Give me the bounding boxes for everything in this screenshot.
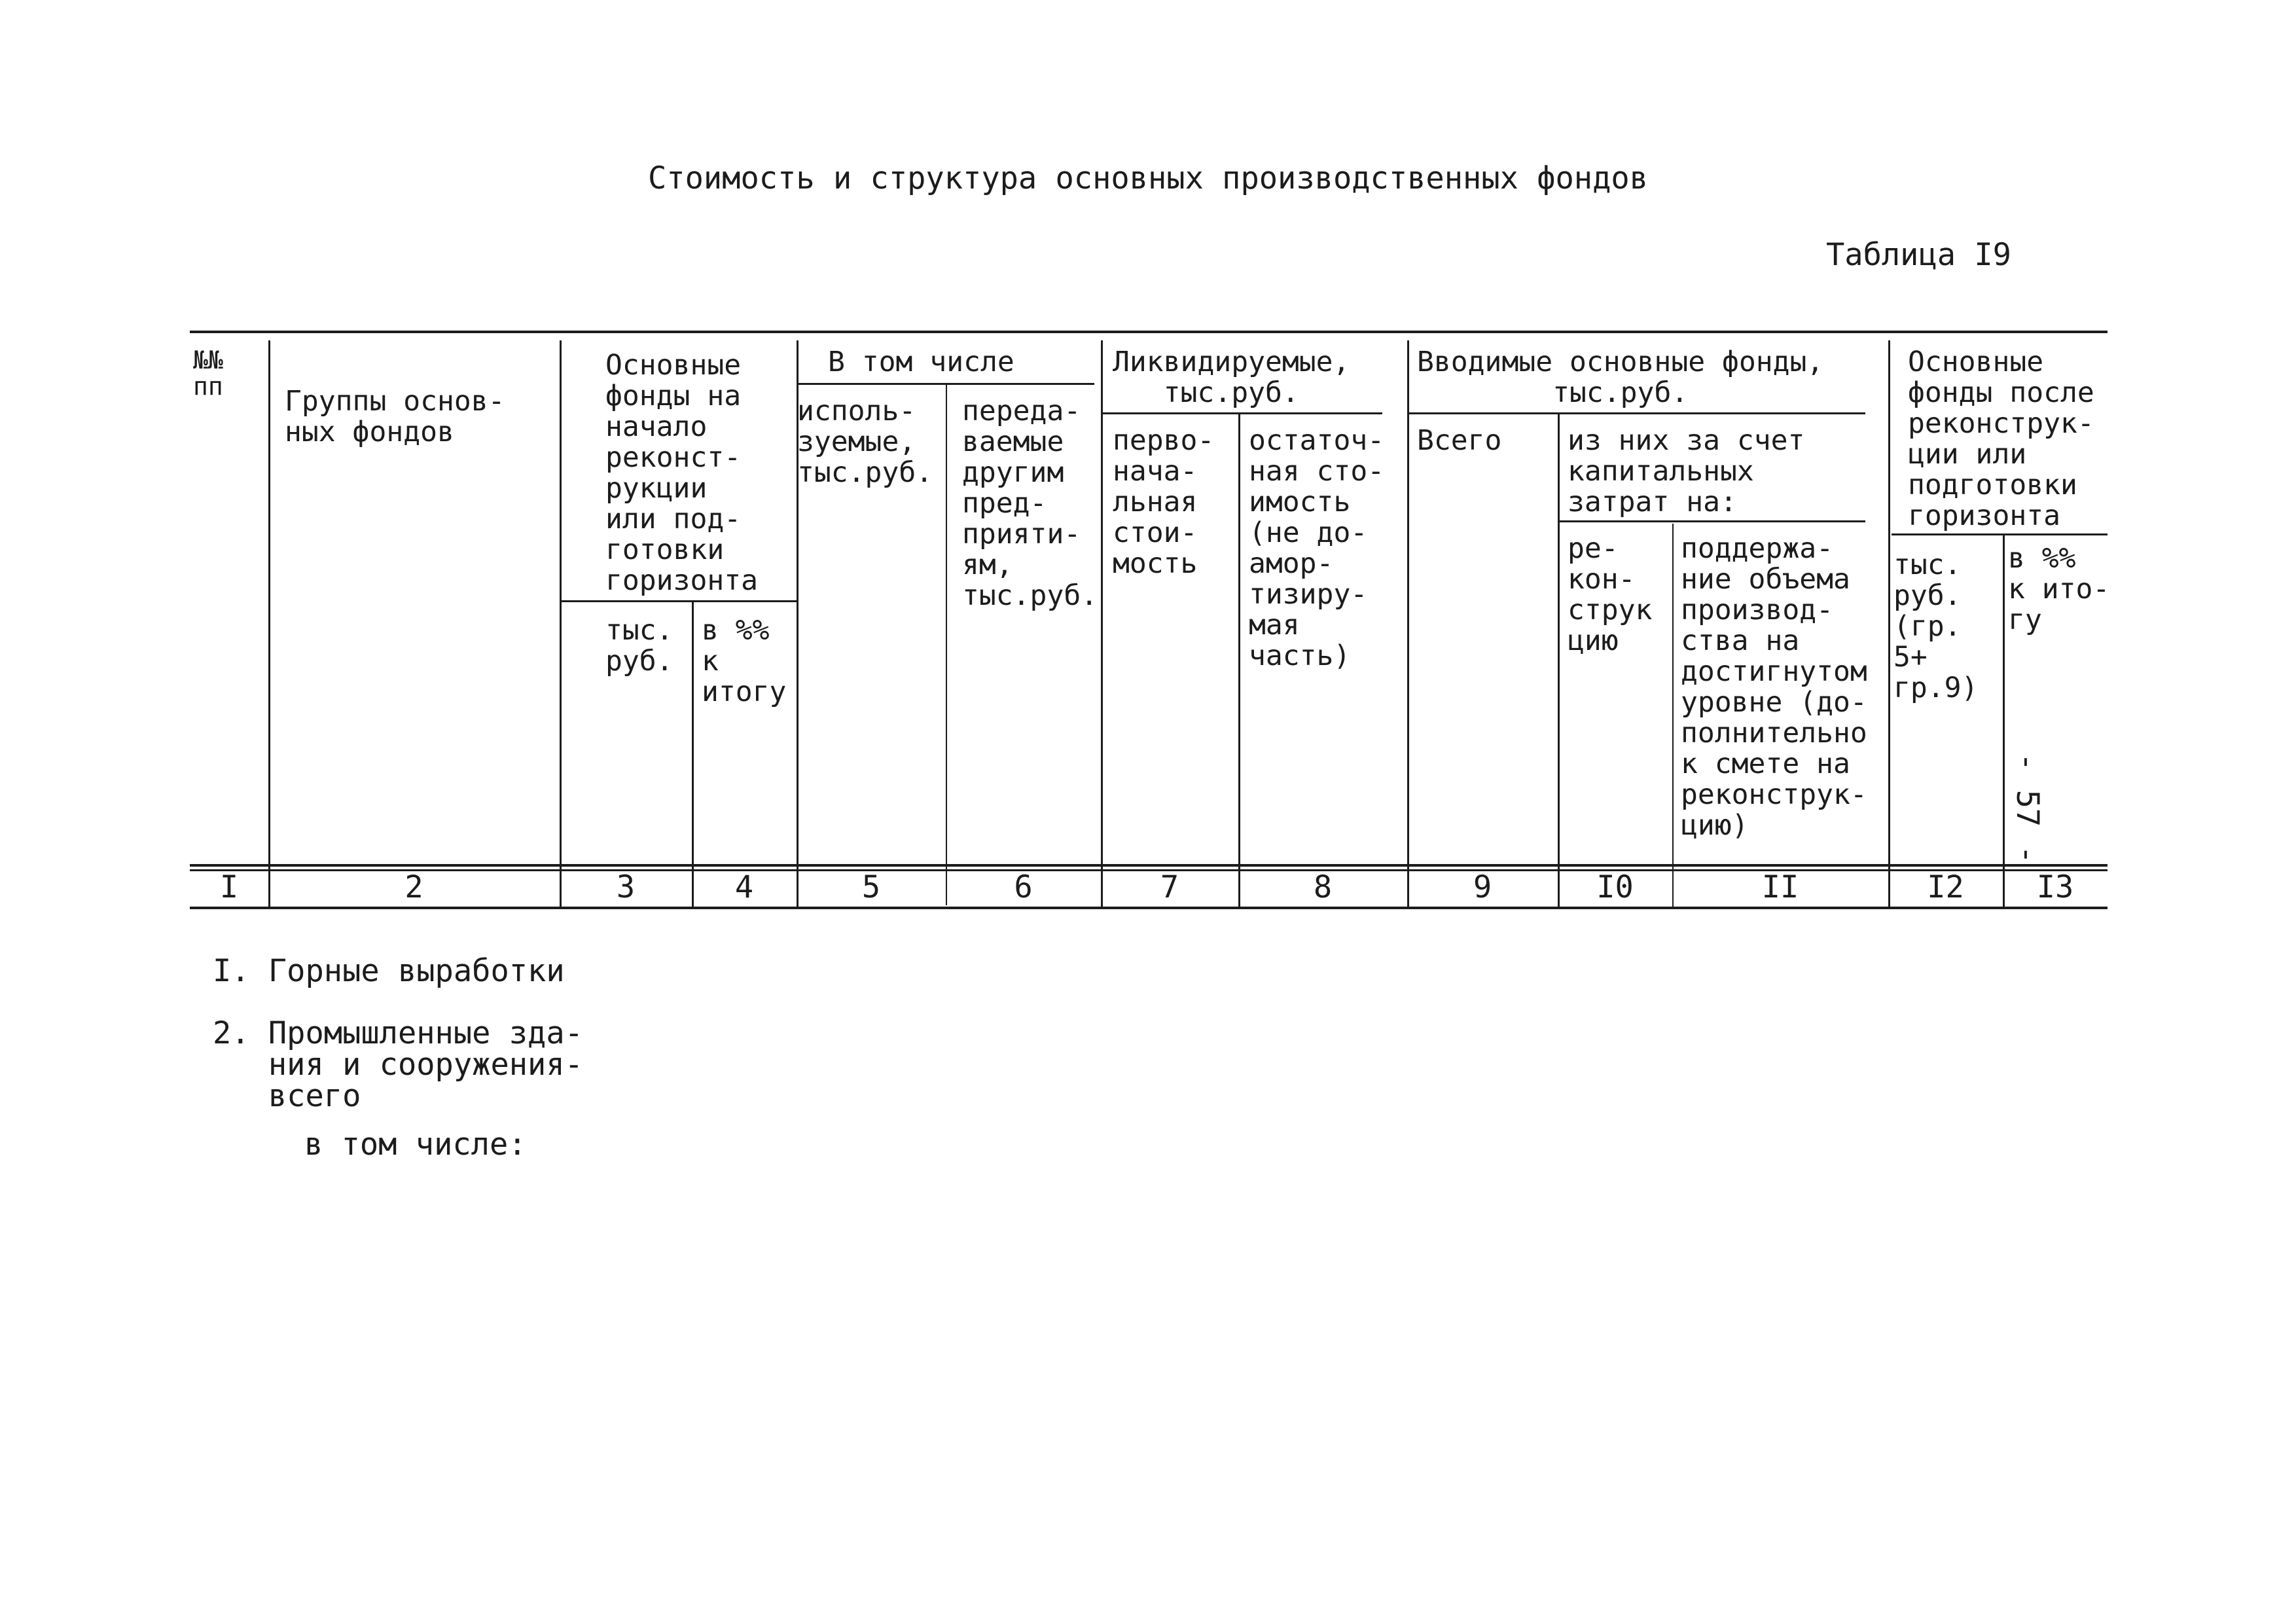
header-col4: в %% к итогу (702, 614, 787, 708)
colnum-13: I3 (2036, 869, 2074, 905)
header-col2: Группы основ- ных фондов (285, 385, 505, 448)
header-bottom-border (190, 864, 2108, 867)
colnum-10: I0 (1596, 869, 1634, 905)
colnum-4: 4 (734, 869, 754, 905)
line-col9-11 (1407, 412, 1865, 414)
document-title: Стоимость и структура основных производственных фондов (647, 160, 1648, 196)
vline-10 (1672, 524, 1674, 909)
header-col7: перво- нача- льная стои- мость (1113, 424, 1215, 580)
line-col3-4 (560, 600, 797, 602)
header-col3: тыс. руб. (605, 614, 673, 677)
colnum-12: I2 (1927, 869, 1964, 905)
vline-6 (1101, 340, 1103, 909)
table-number: Таблица I9 (1826, 237, 2011, 273)
colnum-3: 3 (616, 869, 636, 905)
colnum-9: 9 (1473, 869, 1492, 905)
row-including: в том числе: (304, 1127, 527, 1163)
header-col9-11: Вводимые основные фонды, тыс.руб. (1417, 346, 1824, 409)
vline-11 (1888, 340, 1890, 909)
header-col1: №№ пп (193, 346, 223, 401)
vline-8 (1407, 340, 1409, 909)
header-col11: поддержа- ние объема производ- ства на достигнутом уровне (до- полнительно к смете на реконструк- цию) (1681, 532, 1867, 842)
vline-7 (1238, 414, 1240, 909)
row-2-industrial-buildings: 2. Промышленные зда- ния и сооружения- всего (213, 1015, 583, 1114)
colnum-2: 2 (404, 869, 423, 905)
header-col10: ре- кон- струк цию (1568, 532, 1653, 657)
line-col7-8 (1101, 412, 1382, 414)
header-col5: исполь- зуемые, тыс.руб. (797, 395, 933, 489)
header-col6: переда- ваемые другим пред- прияти- ям, тыс.руб. (962, 395, 1098, 612)
vline-12 (2003, 535, 2005, 909)
vline-3 (692, 602, 694, 909)
vline-5 (946, 385, 947, 905)
header-col8: остаточ- ная сто- имость (не до- амор- тизиру- мая часть) (1249, 424, 1385, 672)
colnum-8: 8 (1313, 869, 1333, 905)
header-col10-11: из них за счет капитальных затрат на: (1568, 424, 1805, 518)
vline-9 (1558, 414, 1560, 909)
header-col13: в %% к ито- гу (2008, 542, 2110, 636)
line-col12-13 (1892, 533, 2108, 535)
colnum-11: II (1761, 869, 1799, 905)
colnum-7: 7 (1160, 869, 1179, 905)
colnum-1: I (219, 869, 239, 905)
header-col3-4: Основные фонды на начало реконст- рукции или под- готовки горизонта (605, 349, 758, 597)
header-col9: Всего (1417, 424, 1502, 457)
page-number: - 57 - (2009, 753, 2045, 864)
vline-1 (268, 340, 270, 909)
header-col5-6: В том числе (828, 346, 1014, 378)
line-col10-11 (1558, 520, 1865, 522)
header-col12: тыс. руб. (гр. 5+ гр.9) (1893, 549, 1979, 704)
header-col7-8: Ликвидируемые, тыс.руб. (1113, 346, 1350, 409)
header-col12-13: Основные фонды после реконструк- ции или подготовки горизонта (1908, 346, 2094, 532)
vline-2 (560, 340, 562, 909)
numbers-bottom-border (190, 907, 2108, 909)
row-1-mining-works: I. Горные выработки (213, 953, 565, 989)
table-top-border (190, 331, 2108, 333)
colnum-5: 5 (861, 869, 881, 905)
colnum-6: 6 (1014, 869, 1033, 905)
